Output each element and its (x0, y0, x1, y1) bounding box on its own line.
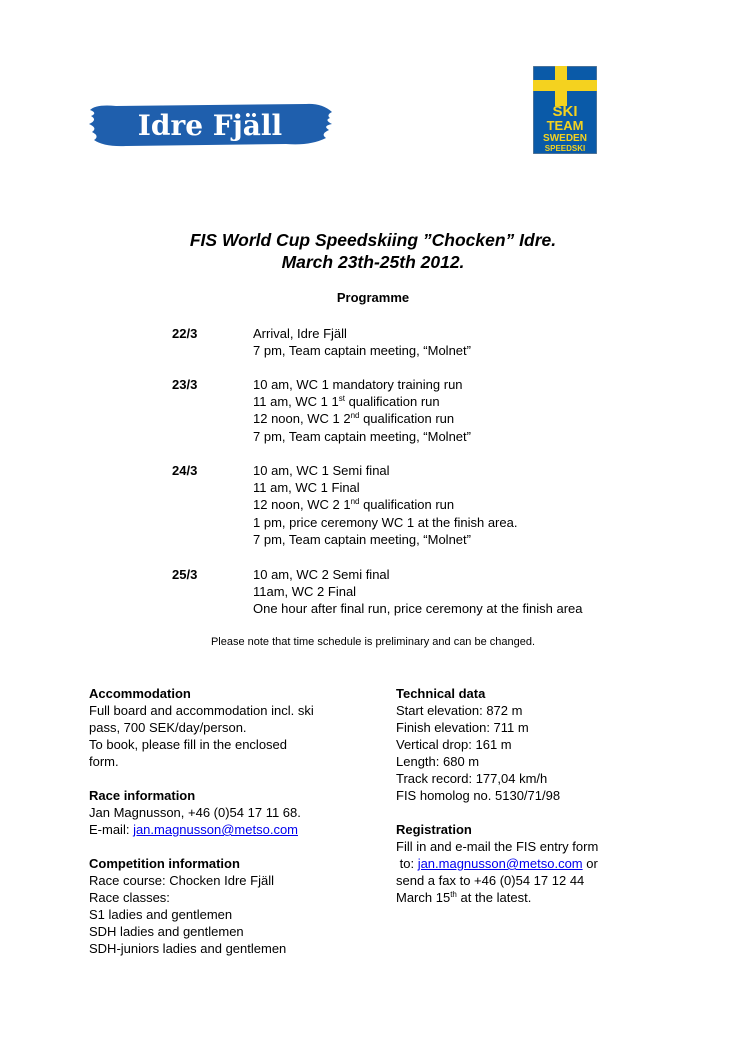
schedule-line: 12 noon, WC 1 2nd qualification run (253, 411, 455, 427)
competition-line: Race classes: (89, 890, 170, 905)
schedule-line: 1 pm, price ceremony WC 1 at the finish area. (253, 514, 518, 530)
flag-cross-horizontal (533, 80, 597, 91)
day-label: 25/3 (172, 567, 198, 582)
accommodation-heading: Accommodation (89, 686, 191, 701)
technical-line: Vertical drop: 161 m (396, 737, 512, 752)
idre-fjall-wordmark: Idre Fjäll (137, 109, 283, 142)
schedule-line: 10 am, WC 1 Semi final (253, 463, 390, 478)
accommodation-line: pass, 700 SEK/day/person. (89, 720, 247, 735)
accommodation-line: form. (89, 754, 119, 769)
technical-heading: Technical data (396, 686, 486, 701)
right-info-column (396, 685, 696, 906)
day-label: 23/3 (172, 377, 198, 392)
schedule-line: 11 am, WC 1 Final (253, 480, 360, 496)
day-label: 22/3 (172, 326, 198, 341)
schedule-line: 10 am, WC 2 Semi final (253, 567, 390, 582)
technical-line: Track record: 177,04 km/h (396, 771, 548, 786)
registration-deadline: March 15th at the latest. (396, 890, 532, 905)
registration-email-link[interactable]: jan.magnusson@metso.com (417, 856, 583, 871)
ski-team-sweden-logo (533, 66, 597, 154)
schedule-line: 11 am, WC 1 1st qualification run (253, 394, 440, 410)
logo-word-sweden: SWEDEN (543, 133, 587, 144)
logo-word-ski: SKI (552, 103, 578, 120)
registration-line: send a fax to +46 (0)54 17 12 44 (396, 873, 585, 888)
day-schedule (253, 566, 723, 618)
schedule-line: One hour after final run, price ceremony at the finish area (253, 601, 583, 617)
technical-line: Finish elevation: 711 m (396, 720, 529, 735)
technical-line: Start elevation: 872 m (396, 703, 523, 718)
title-line-1: FIS World Cup Speedskiing ”Chocken” Idre. (189, 230, 557, 250)
technical-line: Length: 680 m (396, 754, 480, 769)
schedule-line: 7 pm, Team captain meeting, “Molnet” (253, 531, 471, 547)
programme-heading: Programme (336, 290, 410, 305)
schedule-line: 12 noon, WC 2 1nd qualification run (253, 497, 455, 513)
competition-heading: Competition information (89, 856, 240, 871)
competition-line: SDH-juniors ladies and gentlemen (89, 941, 287, 956)
race-info-contact: Jan Magnusson, +46 (0)54 17 11 68. (89, 805, 301, 820)
day-schedule (253, 325, 723, 359)
registration-heading: Registration (396, 822, 472, 837)
day-schedule (253, 462, 723, 548)
schedule-line: 10 am, WC 1 mandatory training run (253, 377, 463, 392)
competition-line: S1 ladies and gentlemen (89, 907, 233, 922)
left-info-column (89, 685, 379, 957)
schedule-line: 7 pm, Team captain meeting, “Molnet” (253, 428, 471, 444)
schedule-line: 11am, WC 2 Final (253, 584, 357, 600)
logo-word-team: TEAM (546, 118, 584, 133)
day-schedule (253, 376, 723, 445)
race-info-email-link[interactable]: jan.magnusson@metso.com (133, 822, 298, 837)
registration-email-line: to: jan.magnusson@metso.com or (396, 856, 598, 871)
technical-line: FIS homolog no. 5130/71/98 (396, 788, 561, 803)
logo-word-speedski: SPEEDSKI (544, 144, 586, 153)
day-label: 24/3 (172, 463, 198, 478)
schedule-line: Arrival, Idre Fjäll (253, 326, 347, 341)
race-info-heading: Race information (89, 788, 196, 803)
competition-line: Race course: Chocken Idre Fjäll (89, 873, 274, 888)
schedule-line: 7 pm, Team captain meeting, “Molnet” (253, 343, 471, 359)
schedule-note: Please note that time schedule is preliminary and can be changed. (210, 636, 536, 648)
accommodation-line: Full board and accommodation incl. ski (89, 703, 314, 718)
accommodation-line: To book, please fill in the enclosed (89, 737, 288, 752)
registration-line: Fill in and e-mail the FIS entry form (396, 839, 599, 854)
race-info-email-line: E-mail: jan.magnusson@metso.com (89, 822, 298, 837)
idre-fjall-logo (86, 100, 338, 148)
competition-line: SDH ladies and gentlemen (89, 924, 244, 939)
title-line-2: March 23th-25th 2012. (281, 252, 465, 272)
